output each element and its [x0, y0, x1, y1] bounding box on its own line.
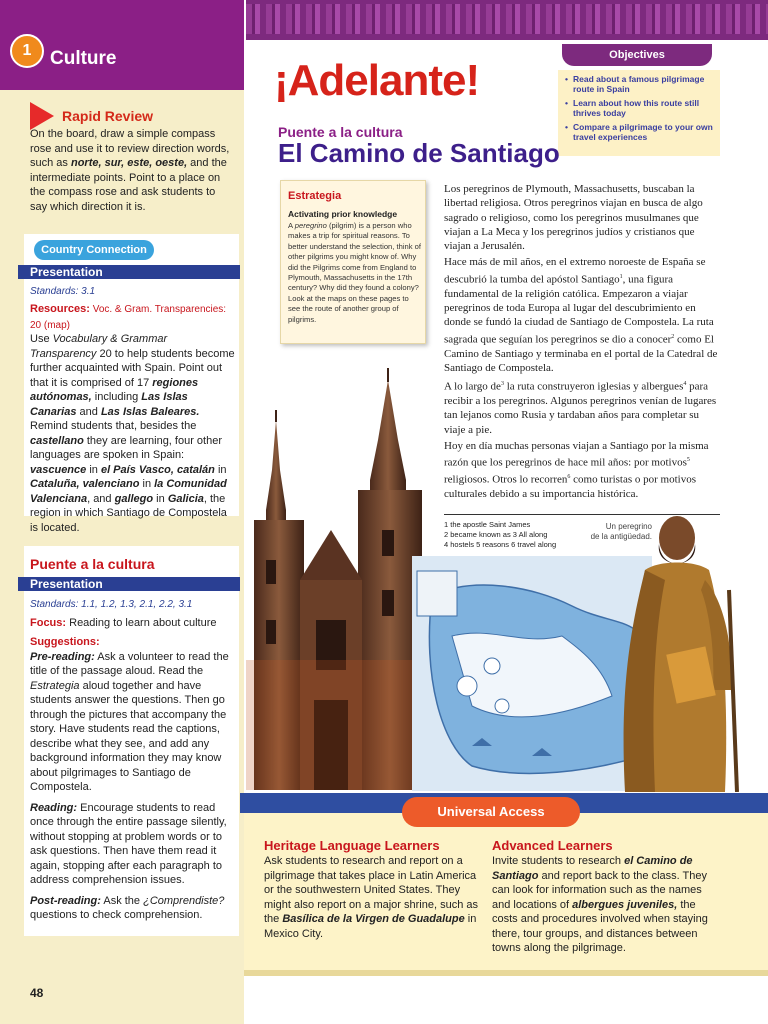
objective-item: • Compare a pilgrimage to your own travel experiences [565, 122, 715, 142]
country-standards: Standards: 3.1 [30, 286, 96, 297]
universal-access-bottom-edge [244, 970, 768, 976]
heritage-learners-text: Ask students to research and report on a pilgrimage that takes place in Latin America or the southwestern United States. They might also report on a major shrine, such as the Basílica de la Virgen de Guadalupe in Mexico City. [264, 855, 478, 940]
cathedral-image [246, 360, 438, 790]
objectives-list [565, 74, 715, 146]
rapid-review-text: On the board, draw a simple compass rose and use it to review direction words, such as norte, sur, este, oeste, and the intermediate points. Point to a place on the compass rose and ask students to say which direction it is. [30, 128, 230, 213]
chapter-title: Culture [50, 48, 117, 69]
country-connection-text: Use Vocabulary & Grammar Transparency 20 to help students become further acquainted with Spain. Point out that it is comprised of 17 regiones autónomas, including Las Islas Canarias and Las Islas Baleares. Remind students that, besides the castellano they are learning, four other languages are spoken in Spain: vascuence in el País Vasco, catalán in Cataluña, valenciano in la Comunidad Valenciana, and gallego in Galicia, the region in which Santiago de Compostela is located. [30, 333, 235, 534]
reading-passage [444, 182, 720, 504]
chapter-number-badge: 1 [10, 34, 44, 68]
puente-sidebar-title: Puente a la cultura [30, 556, 155, 572]
heritage-learners-title: Heritage Language Learners [264, 838, 440, 853]
adelante-title: ¡Adelante! [274, 56, 480, 105]
rapid-review-title: Rapid Review [62, 108, 154, 124]
reading-paragraph: Hace más de mil años, en el extremo noroeste de España se descubrió la tumba del apóstol Santiago$^1$, una figura fundamental de la religión católica. Empezaron a viajar peregrinos de toda Europa al lugar del descubrimiento en donde se fundó la ciudad de Santiago de Compostela. La ruta sagrada que seguían los peregrinos se dio a conocer$^2$ como El Camino de Santiago y terminaba en el portal de la Catedral de Santiago de Compostela. [444, 256, 718, 374]
pilgrim-statue-image [605, 500, 745, 792]
pilgrim-caption: Un peregrino de la antigüedad. [590, 522, 652, 541]
objective-item: • Learn about how this route still thrives today [565, 98, 715, 118]
section-subtitle: Puente a la cultura [278, 124, 403, 140]
reading-paragraph: A lo largo $de^3$ la ruta construyeron iglesias y albergues$^4$ para recibir a los peregrinos. Algunos peregrinos venían de lugares tan lejanos como Rusia y tardaban años para completar su viaje a pie. [444, 380, 717, 436]
advanced-learners-text: Invite students to research el Camino de Santiago and report back to the class. They can look for information such as the names and locations of albergues juveniles, the costs and procedures involved when staying there, tour groups, and distances between towns along the pilgrimage. [492, 855, 708, 954]
arrow-icon [30, 102, 54, 130]
reading-title: El Camino de Santiago [278, 138, 560, 168]
objectives-tab: Objectives [562, 44, 712, 66]
footnotes: 1 the apostle Saint James 2 became known as 3 All along 4 hostels 5 reasons 6 travel along [444, 520, 557, 549]
presentation-bar: Presentation [18, 577, 240, 591]
presentation-bar: Presentation [18, 265, 240, 279]
estrategia-subtitle: Activating prior knowledge [288, 209, 398, 219]
objective-item: • Read about a famous pilgrimage route in Spain [565, 74, 715, 94]
advanced-learners-title: Advanced Learners [492, 838, 613, 853]
estrategia-text: A peregrino (pilgrim) is a person who makes a trip for spiritual reasons. To better understand the selection, think of other pilgrims you might know of. Why did the Pilgrims come from England to Plymouth, Massachusetts in the 17th century? Why did they found a colony? Look at the maps on these pages to see the route of another group of pilgrims. [288, 221, 421, 324]
reading-paragraph: Los peregrinos de Plymouth, Massachusetts, buscaban la libertad religiosa. Otros peregrinos viajan en busca de algo sagrado o religioso, como los peregrinos musulmanes que viajan a La Meca y los peregrinos judíos y cristianos que viajan a Jerusalén. [444, 183, 703, 253]
country-connection-tab: Country Connection [34, 240, 154, 260]
reading-paragraph: Hoy en día muchas personas viajan a Santiago por la misma razón que los peregrinos de hace mil años: por motivos$^5$ religiosos. Otros lo recorren$^6$ como turistas o por motivos culturales debido a su importancia histórica. [444, 440, 709, 501]
puente-sidebar-text: Standards: 1.1, 1.2, 1.3, 2.1, 2.2, 3.1 Focus: Reading to learn about culture Suggestions: Pre-reading: Ask a volunteer to read the title of the passage aloud. Read the Estrategia aloud together and have students answer the questions. Then go through the pictures that accompany the story. Have students read the captions, describe what they see, and add any background information they may know about pilgrimages to Santiago de Compostela. Reading: Encourage students to read once through the entire passage silently, without stopping at problem words or to ask questions. Then have them read it again, stopping after each paragraph to address comprehension issues. Post-reading: Ask the ¿Comprendiste? questions to check comprehension. [30, 599, 229, 921]
decorative-pattern [246, 4, 768, 34]
universal-access-tab: Universal Access [402, 797, 580, 827]
estrategia-title: Estrategia [288, 190, 342, 202]
page-number: 48 [30, 986, 44, 1000]
country-resources: Resources: Voc. & Gram. Transparencies: 20 (map) [30, 303, 227, 331]
